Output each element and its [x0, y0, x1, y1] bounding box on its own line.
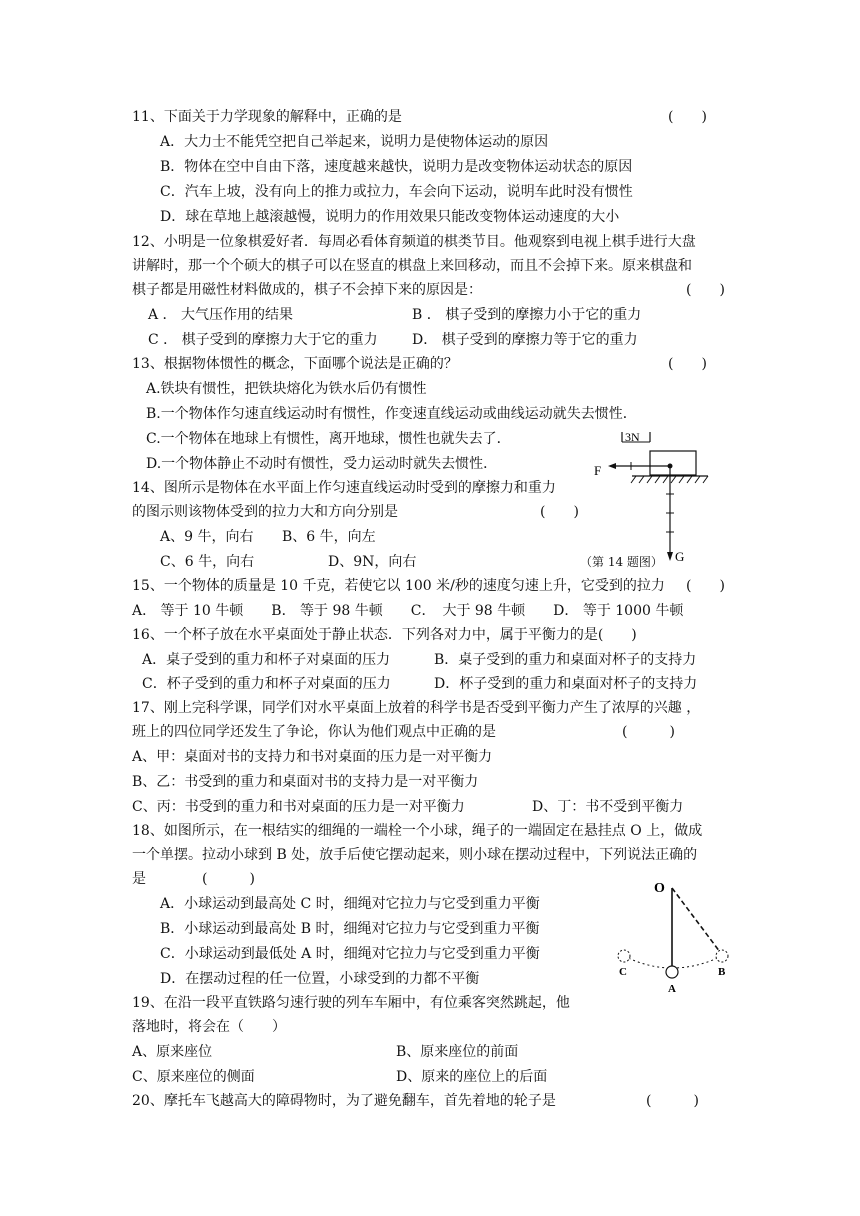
q16-option-c: C．杯子受到的重力和杯子对桌面的压力 — [142, 676, 391, 692]
q14-option-d: D、9N，向右 — [328, 554, 417, 570]
q11-option-b: B．物体在空中自由下落，速度越来越快，说明力是改变物体运动状态的原因 — [160, 159, 633, 175]
q17-option-c: C、丙：书受到的重力和书对桌面的压力是一对平衡力 — [132, 799, 465, 815]
q18-ball-a — [666, 966, 678, 978]
q11-option-d: D．球在草地上越滚越慢，说明力的作用效果只能改变物体运动速度的大小 — [160, 209, 620, 225]
q18-ball-b — [716, 950, 728, 962]
q19-option-b: B、原来座位的前面 — [396, 1044, 519, 1060]
q14-option-b: B、6 牛，向左 — [282, 529, 376, 545]
q19-option-d: D、原来的座位上的后面 — [396, 1069, 548, 1085]
q14-stem-line2: 的图示则该物体受到的拉力大和方向分别是 — [132, 504, 398, 520]
q18-option-c: C．小球运动到最低处 A 时，细绳对它拉力与它受到重力平衡 — [160, 946, 540, 962]
q12-answer-paren: ( ) — [686, 282, 725, 298]
q17-stem-line2: 班上的四位同学还发生了争论，你认为他们观点中正确的是 — [132, 724, 496, 740]
q12-stem-line3: 棋子都是用磁性材料做成的，棋子不会掉下来的原因是： — [132, 282, 482, 298]
q11-option-c: C．汽车上坡，没有向上的推力或拉力，车会向下运动，说明车此时没有惯性 — [160, 184, 633, 200]
q18-label-c: C — [619, 966, 627, 978]
q18-ball-c — [618, 950, 630, 962]
q17-stem-line1: 17、刚上完科学课，同学们对水平桌面上放着的科学书是否受到平衡力产生了浓厚的兴趣 ， — [132, 700, 701, 716]
q18-option-a: A．小球运动到最高处 C 时，细绳对它拉力与它受到重力平衡 — [160, 896, 540, 912]
q16-stem: 16、一个杯子放在水平桌面处于静止状态．下列各对力中，属于平衡力的是( ) — [132, 627, 637, 643]
q18-option-d: D．在摆动过程的任一位置，小球受到的力都不平衡 — [160, 971, 480, 987]
q14-friction-label: F — [594, 463, 602, 478]
q13-option-d: D.一个物体静止不动时有惯性，受力运动时就失去惯性． — [146, 456, 498, 472]
q18-option-b: B．小球运动到最高处 B 时，细绳对它拉力与它受到重力平衡 — [160, 921, 540, 937]
q16-option-d: D．杯子受到的重力和桌面对杯子的支持力 — [434, 676, 698, 692]
q13-option-a: A.铁块有惯性，把铁块熔化为铁水后仍有惯性 — [146, 381, 427, 397]
q15-options: A． 等于 10 牛顿 B． 等于 98 牛顿 C． 大于 98 牛顿 D． 等于 1000 牛顿 — [132, 603, 684, 619]
q17-answer-paren: ( ) — [622, 724, 675, 740]
q18-stem-line3: 是 ( ) — [132, 871, 255, 887]
q17-option-a: A、甲：桌面对书的支持力和书对桌面的压力是一对平衡力 — [132, 749, 493, 765]
q14-stem-line1: 14、图所示是物体在水平面上作匀速直线运动时受到的摩擦力和重力 — [132, 480, 556, 496]
q20-stem: 20、摩托车飞越高大的障碍物时，为了避免翻车，首先着地的轮子是 — [132, 1093, 556, 1109]
q16-option-a: A．桌子受到的重力和杯子对桌面的压力 — [142, 652, 391, 668]
q14-gravity-label: G — [675, 549, 685, 564]
q12-option-a: A ． 大气压作用的结果 — [148, 307, 294, 323]
q13-option-c: C.一个物体在地球上有惯性，离开地球，惯性也就失去了． — [146, 431, 511, 447]
q12-stem-line2: 讲解时，那一个个硕大的棋子可以在竖直的棋盘上来回移动，而且不会掉下来。原来棋盘和 — [132, 258, 692, 274]
q12-option-c: C ． 棋子受到的摩擦力大于它的重力 — [148, 332, 378, 348]
q18-string-dashed — [672, 888, 720, 952]
q13-stem: 13、根据物体惯性的概念，下面哪个说法是正确的？ — [132, 356, 458, 372]
q14-answer-paren: ( ) — [540, 504, 579, 520]
q18-stem-line1: 18、如图所示，在一根结实的细绳的一端栓一个小球，绳子的一端固定在悬挂点 O 上，做成 — [132, 823, 703, 839]
q12-stem-line1: 12、小明是一位象棋爱好者．每周必看体育频道的棋类节目。他观察到电视上棋手进行大盘 — [132, 234, 696, 250]
q11-answer-paren: ( ) — [668, 109, 707, 125]
q20-answer-paren: ( ) — [646, 1093, 699, 1109]
q19-stem-line1: 19、在沿一段平直铁路匀速行驶的列车车厢中，有位乘客突然跳起，他 — [132, 995, 570, 1011]
q18-stem-line2: 一个单摆。拉动小球到 B 处，放手后使它摆动起来，则小球在摆动过程中，下列说法正确的 — [132, 847, 698, 863]
q13-option-b: B.一个物体作匀速直线运动时有惯性，作变速直线运动或曲线运动就失去惯性． — [146, 406, 637, 422]
q12-option-b: B ． 棋子受到的摩擦力小于它的重力 — [412, 307, 642, 323]
q14-block — [650, 451, 696, 475]
q19-option-a: A、原来座位 — [132, 1044, 213, 1060]
q12-option-d: D． 棋子受到的摩擦力等于它的重力 — [412, 332, 638, 348]
q18-label-a: A — [668, 983, 676, 995]
q18-pivot-label: O — [654, 881, 665, 896]
q14-force-diagram — [588, 428, 718, 568]
q17-option-b: B、乙：书受到的重力和桌面对书的支持力是一对平衡力 — [132, 774, 479, 790]
q14-figure-caption: （第 14 题图） — [580, 555, 663, 569]
q18-label-b: B — [718, 966, 726, 978]
q18-pendulum-diagram — [610, 876, 740, 996]
q15-stem: 15、一个物体的质量是 10 千克，若使它以 100 米/秒的速度匀速上升，它受到的拉力 — [132, 578, 665, 594]
q14-option-c: C、6 牛，向右 — [160, 554, 255, 570]
q19-option-c: C、原来座位的侧面 — [132, 1069, 255, 1085]
q13-answer-paren: ( ) — [668, 356, 707, 372]
q19-stem-line2: 落地时，将会在（ ） — [132, 1019, 286, 1035]
q14-option-a: A、9 牛，向右 — [160, 529, 254, 545]
q17-option-d: D、丁：书不受到平衡力 — [532, 799, 684, 815]
q11-option-a: A．大力士不能凭空把自己举起来，说明力是使物体运动的原因 — [160, 134, 549, 150]
q14-scale-label: 3N — [625, 430, 640, 444]
q11-stem: 11、下面关于力学现象的解释中，正确的是 — [132, 109, 402, 125]
q15-answer-paren: ( ) — [686, 578, 725, 594]
q16-option-b: B．桌子受到的重力和桌面对杯子的支持力 — [434, 652, 697, 668]
